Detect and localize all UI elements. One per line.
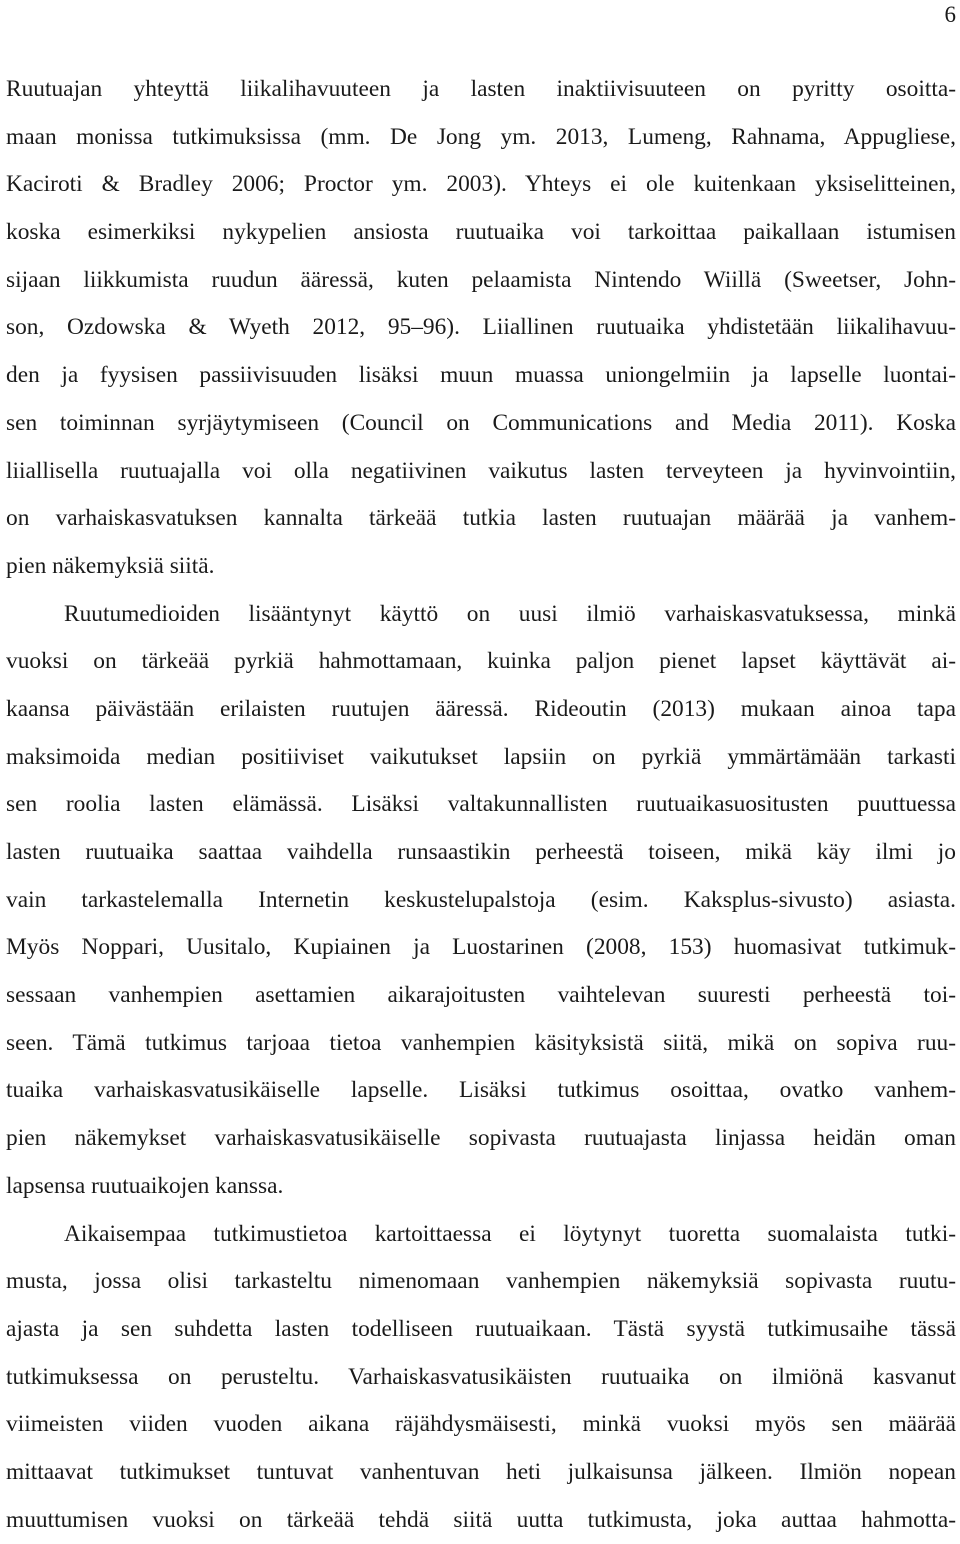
text-line: sen toiminnan syrjäytymiseen (Council on Communications and Media 2011). Koska xyxy=(6,400,956,448)
text-line: seen. Tämä tutkimus tarjoaa tietoa vanhempien käsityksistä siitä, mikä on sopiva ruu- xyxy=(6,1020,956,1068)
text-line: koska esimerkiksi nykypelien ansiosta ruutuaika voi tarkoittaa paikallaan istumisen xyxy=(6,209,956,257)
text-line: musta, jossa olisi tarkasteltu nimenomaan vanhempien näkemyksiä sopivasta ruutu- xyxy=(6,1258,956,1306)
text-line: vuoksi on tärkeää pyrkiä hahmottamaan, kuinka paljon pienet lapset käyttävät ai- xyxy=(6,638,956,686)
document-body xyxy=(6,66,956,1544)
page-number: 6 xyxy=(945,0,957,30)
text-line: ajasta ja sen suhdetta lasten todelliseen ruutuaikaan. Tästä syystä tutkimusaihe tässä xyxy=(6,1306,956,1354)
text-line: lapsensa ruutuaikojen kanssa. xyxy=(6,1163,956,1211)
text-line: tuaika varhaiskasvatusikäiselle lapselle. Lisäksi tutkimus osoittaa, ovatko vanhem- xyxy=(6,1067,956,1115)
text-line: sijaan liikkumista ruudun ääressä, kuten pelaamista Nintendo Wiillä (Sweetser, John- xyxy=(6,257,956,305)
text-line: muuttumisen vuoksi on tärkeää tehdä siitä uutta tutkimusta, joka auttaa hahmotta- xyxy=(6,1497,956,1544)
text-line: mittaavat tutkimukset tuntuvat vanhentuvan heti julkaisunsa jälkeen. Ilmiön nopean xyxy=(6,1449,956,1497)
text-line: lasten ruutuaika saattaa vaihdella runsaastikin perheestä toiseen, mikä käy ilmi jo xyxy=(6,829,956,877)
text-line: maan monissa tutkimuksissa (mm. De Jong ym. 2013, Lumeng, Rahnama, Appugliese, xyxy=(6,114,956,162)
text-line: vain tarkastelemalla Internetin keskustelupalstoja (esim. Kaksplus-sivusto) asiasta. xyxy=(6,877,956,925)
text-line: pien näkemyksiä siitä. xyxy=(6,543,956,591)
text-line: Ruutuajan yhteyttä liikalihavuuteen ja lasten inaktiivisuuteen on pyritty osoitta- xyxy=(6,66,956,114)
text-line: liiallisella ruutuajalla voi olla negatiivinen vaikutus lasten terveyteen ja hyvinvointiin, xyxy=(6,448,956,496)
text-line: den ja fyysisen passiivisuuden lisäksi muun muassa uniongelmiin ja lapselle luontai- xyxy=(6,352,956,400)
paragraph-2 xyxy=(6,591,956,1211)
text-line: kaansa päivästään erilaisten ruutujen ääressä. Rideoutin (2013) mukaan ainoa tapa xyxy=(6,686,956,734)
paragraph-1 xyxy=(6,66,956,591)
text-line: Aikaisempaa tutkimustietoa kartoittaessa ei löytynyt tuoretta suomalaista tutki- xyxy=(6,1211,956,1259)
text-line: Ruutumedioiden lisääntynyt käyttö on uusi ilmiö varhaiskasvatuksessa, minkä xyxy=(6,591,956,639)
text-line: viimeisten viiden vuoden aikana räjähdysmäisesti, minkä vuoksi myös sen määrää xyxy=(6,1401,956,1449)
text-line: pien näkemykset varhaiskasvatusikäiselle sopivasta ruutuajasta linjassa heidän oman xyxy=(6,1115,956,1163)
text-line: sessaan vanhempien asettamien aikarajoitusten vaihtelevan suuresti perheestä toi- xyxy=(6,972,956,1020)
text-line: Kaciroti & Bradley 2006; Proctor ym. 2003). Yhteys ei ole kuitenkaan yksiselitteinen, xyxy=(6,161,956,209)
text-line: son, Ozdowska & Wyeth 2012, 95–96). Liiallinen ruutuaika yhdistetään liikalihavuu- xyxy=(6,304,956,352)
text-line: maksimoida median positiiviset vaikutukset lapsiin on pyrkiä ymmärtämään tarkasti xyxy=(6,734,956,782)
text-line: Myös Noppari, Uusitalo, Kupiainen ja Luostarinen (2008, 153) huomasivat tutkimuk- xyxy=(6,924,956,972)
text-line: tutkimuksessa on perusteltu. Varhaiskasvatusikäisten ruutuaika on ilmiönä kasvanut xyxy=(6,1354,956,1402)
paragraph-3 xyxy=(6,1211,956,1544)
text-line: on varhaiskasvatuksen kannalta tärkeää tutkia lasten ruutuajan määrää ja vanhem- xyxy=(6,495,956,543)
text-line: sen roolia lasten elämässä. Lisäksi valtakunnallisten ruutuaikasuositusten puuttuessa xyxy=(6,781,956,829)
